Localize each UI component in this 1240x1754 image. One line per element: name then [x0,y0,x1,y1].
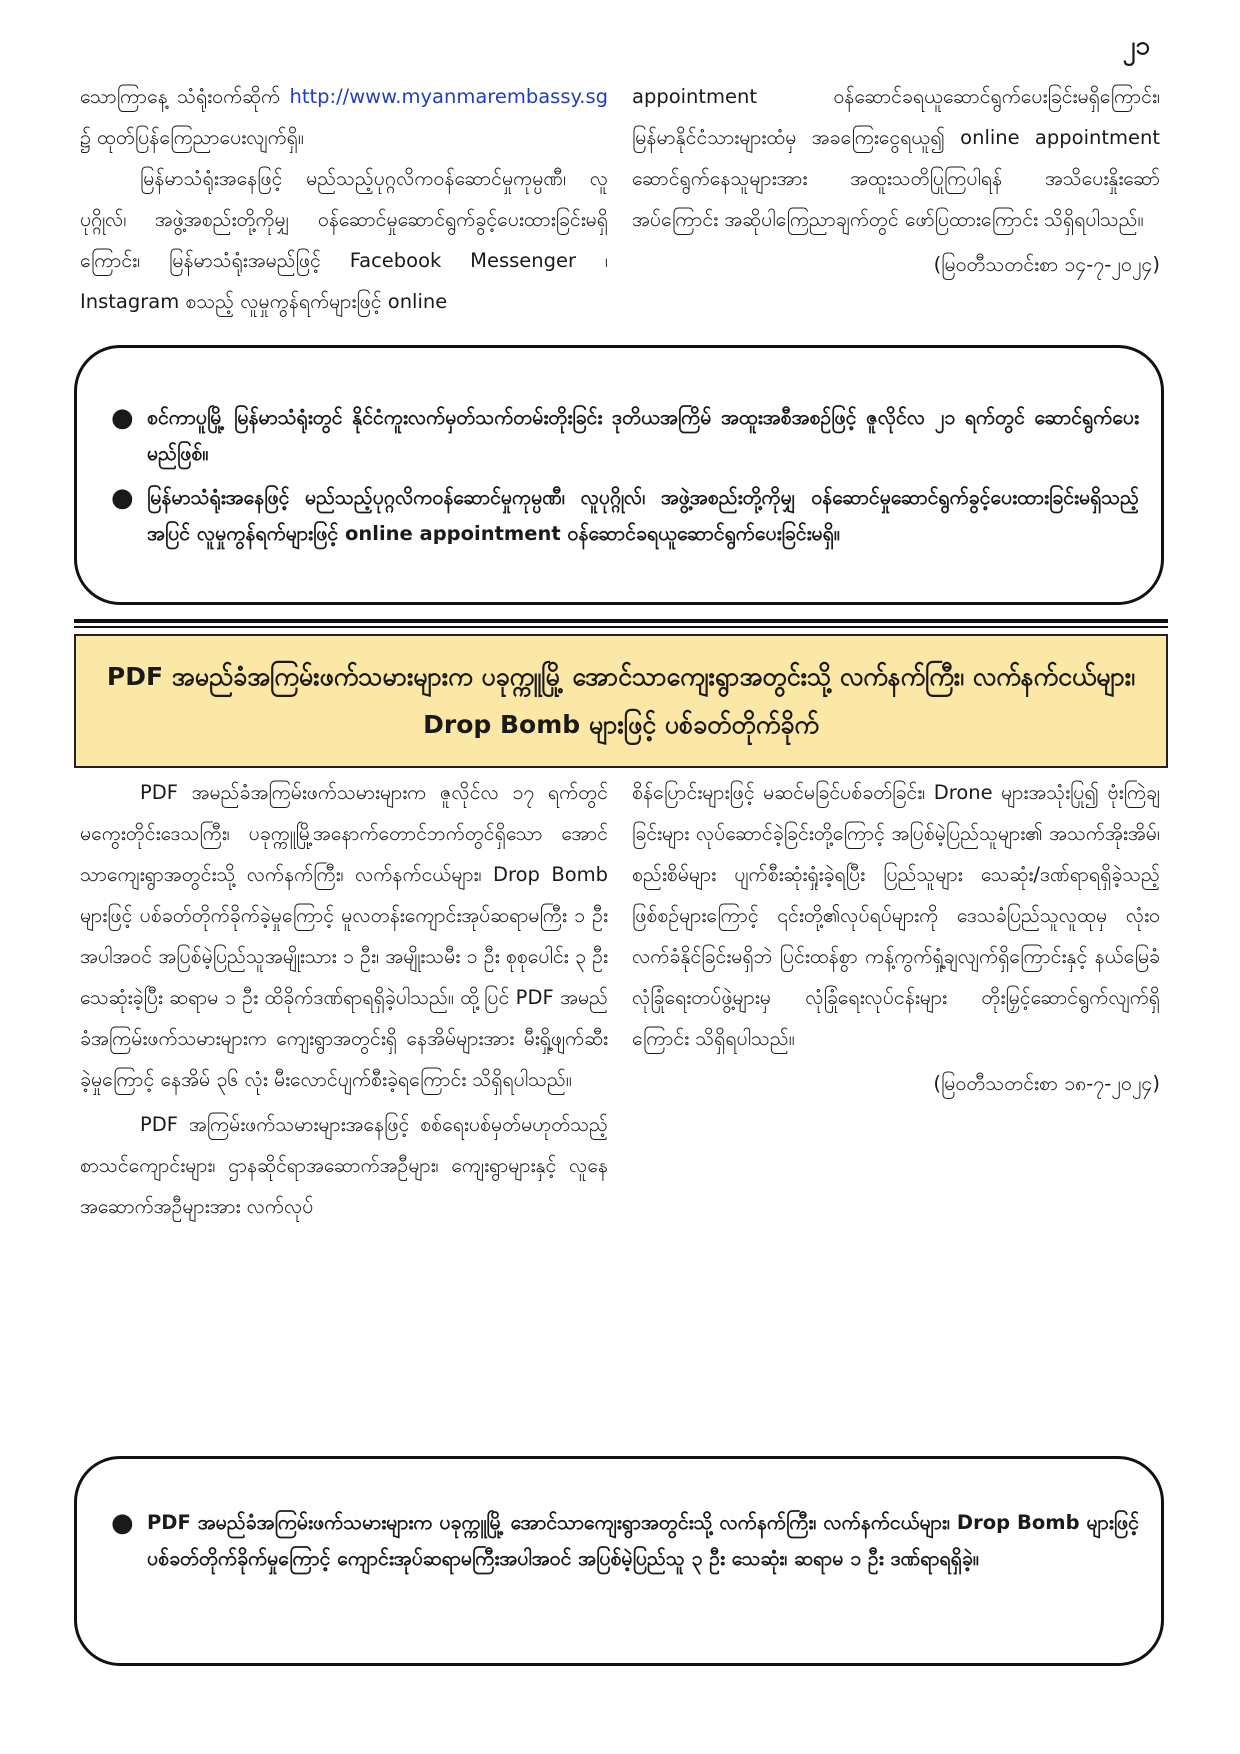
top-right-paragraph-1: appointment ဝန်ဆောင်ခရယူဆောင်ရွက်ပေးခြင်းမရှိကြောင်း၊ မြန်မာနိုင်ငံသားများထံမှ အခကြေးငွေရယူ၍ online appointment ဆောင်ရွက်နေသူများအား အထူးသတိပြုကြပါရန် အသိပေးနှိုးဆော်အပ်ကြောင်း အဆိုပါကြေညာချက်တွင် ဖော်ပြထားကြောင်း သိရှိရပါသည်။ [632,85,1160,231]
article-headline [74,634,1168,768]
bullet-icon: ● [111,483,134,513]
summary-box-2-list [91,1505,1139,1577]
embassy-website-link[interactable]: http://www.myanmarembassy.sg [289,85,608,108]
summary-box-1 [74,345,1164,605]
top-left-p1-prefix: သောကြာနေ့ သံရုံးဝက်ဆိုက် [80,85,290,108]
summary-box-2-item-text: PDF အမည်ခံအကြမ်းဖက်သမားများက ပခုက္ကူမြို့ အောင်သာကျေးရွာအတွင်းသို့ လက်နက်ကြီး၊ လက်နက်ငယ်များ၊ Drop Bomb များဖြင့် ပစ်ခတ်တိုက်ခိုက်မှုကြောင့် ကျောင်းအုပ်ဆရာမကြီးအပါအဝင် အပြစ်မဲ့ပြည်သူ ၃ ဦး သေဆုံး၊ ဆရာမ ၁ ဦး ဒဏ်ရာရရှိခဲ့။ [147,1511,1139,1570]
section-divider-thick [74,619,1168,623]
top-left-paragraph-2: မြန်မာသံရုံးအနေဖြင့် မည်သည့်ပုဂ္ဂလိကဝန်ဆောင်မှုကုမ္ပဏီ၊ လူပုဂ္ဂိုလ်၊ အဖွဲ့အစည်းတို့ကိုမျှ ဝန်ဆောင်မှုဆောင်ရွက်ခွင့်ပေးထားခြင်းမရှိကြောင်း၊ မြန်မာသံရုံးအမည်ဖြင့် Facebook Messenger ၊ Instagram စသည့် လူမှုကွန်ရက်များဖြင့် online [80,167,608,313]
top-source-citation: (မြဝတီသတင်းစာ ၁၄-၇-၂၀၂၄) [933,253,1160,276]
bullet-icon: ● [111,1508,134,1538]
summary-box-1-item-text: မြန်မာသံရုံးအနေဖြင့် မည်သည့်ပုဂ္ဂလိကဝန်ဆောင်မှုကုမ္ပဏီ၊ လူပုဂ္ဂိုလ်၊ အဖွဲ့အစည်းတို့ကိုမျှ ဝန်ဆောင်မှုဆောင်ရွက်ခွင့်ပေးထားခြင်းမရှိသည့်အပြင် လူမှုကွန်ရက်များဖြင့် online appointment ဝန်ဆောင်ခရယူဆောင်ရွက်ပေးခြင်းမရှိ။ [147,486,1139,545]
article-left-column [80,772,608,1227]
summary-box-2 [74,1456,1164,1666]
top-left-p1-suffix: ၌ ထုတ်ပြန်ကြေညာပေးလျက်ရှိ။ [80,126,304,149]
top-left-paragraph-1 [80,76,608,158]
article-source-citation: (မြဝတီသတင်းစာ ၁၈-၇-၂၀၂၄) [933,1072,1160,1095]
section-divider-thin [74,626,1168,628]
article-left-paragraph-2: PDF အကြမ်းဖက်သမားများအနေဖြင့် စစ်ရေးပစ်မှတ်မဟုတ်သည့် စာသင်ကျောင်းများ၊ ဌာနဆိုင်ရာအဆောက်အဦများ၊ ကျေးရွာများနှင့် လူနေအဆောက်အဦများအား လက်လုပ် [80,1113,608,1218]
top-right-column [632,76,1160,285]
summary-box-1-list [91,400,1139,552]
summary-box-1-item [91,480,1139,552]
article-left-paragraph-1: PDF အမည်ခံအကြမ်းဖက်သမားများက ဇူလိုင်လ ၁၇ ရက်တွင် မကွေးတိုင်းဒေသကြီး၊ ပခုက္ကူမြို့အနောက်တောင်ဘက်တွင်ရှိသော အောင်သာကျေးရွာအတွင်းသို့ လက်နက်ကြီး၊ လက်နက်ငယ်များ၊ Drop Bomb များဖြင့် ပစ်ခတ်တိုက်ခိုက်ခဲ့မှုကြောင့် မူလတန်းကျောင်းအုပ်ဆရာမကြီး ၁ ဦးအပါအဝင် အပြစ်မဲ့ပြည်သူအမျိုးသား ၁ ဦး၊ အမျိုးသမီး ၁ ဦး စုစုပေါင်း ၃ ဦး သေဆုံးခဲ့ပြီး ဆရာမ ၁ ဦး ထိခိုက်ဒဏ်ရာရရှိခဲ့ပါသည်။ ထို့ပြင် PDF အမည်ခံအကြမ်းဖက်သမားများက ကျေးရွာအတွင်းရှိ နေအိမ်များအား မီးရှို့ဖျက်ဆီးခဲ့မှုကြောင့် နေအိမ် ၃၆ လုံး မီးလောင်ပျက်စီးခဲ့ရကြောင်း သိရှိရပါသည်။ [80,781,608,1091]
summary-box-1-item [91,400,1139,472]
article-right-column [632,772,1160,1104]
summary-box-2-item [91,1505,1139,1577]
article-headline-text: PDF အမည်ခံအကြမ်းဖက်သမားများက ပခုက္ကူမြို့ အောင်သာကျေးရွာအတွင်းသို့ လက်နက်ကြီး၊ လက်နက်ငယ်များ၊ Drop Bomb များဖြင့် ပစ်ခတ်တိုက်ခိုက် [106,662,1136,739]
top-left-column [80,76,608,322]
bullet-icon: ● [111,403,134,433]
summary-box-1-item-text: စင်ကာပူမြို့ မြန်မာသံရုံးတွင် နိုင်ငံကူးလက်မှတ်သက်တမ်းတိုးခြင်း ဒုတိယအကြိမ် အထူးအစီအစဉ်ဖြင့် ဇူလိုင်လ ၂၁ ရက်တွင် ဆောင်ရွက်ပေးမည်ဖြစ်။ [147,406,1139,465]
page-number: ၂၁ [1122,31,1150,61]
article-right-paragraph-1: စိန်ပြောင်းများဖြင့် မဆင်မခြင်ပစ်ခတ်ခြင်း၊ Drone များအသုံးပြု၍ ဗုံးကြဲချခြင်းများ လုပ်ဆောင်ခဲ့ခြင်းတို့ကြောင့် အပြစ်မဲ့ပြည်သူများ၏ အသက်အိုးအိမ်၊ စည်းစိမ်များ ပျက်စီးဆုံးရှုံးခဲ့ရပြီး ပြည်သူများ သေဆုံး/ဒဏ်ရာရရှိခဲ့သည့် ဖြစ်စဉ်များကြောင့် ၎င်းတို့၏လုပ်ရပ်များကို ဒေသခံပြည်သူလူထုမှ လုံးဝလက်ခံနိုင်ခြင်းမရှိဘဲ ပြင်းထန်စွာ ကန့်ကွက်ရှုံ့ချလျက်ရှိကြောင်းနှင့် နယ်မြေခံလုံခြုံရေးတပ်ဖွဲ့များမှ လုံခြုံရေးလုပ်ငန်းများ တိုးမြှင့်ဆောင်ရွက်လျက်ရှိကြောင်း သိရှိရပါသည်။ [632,781,1160,1050]
